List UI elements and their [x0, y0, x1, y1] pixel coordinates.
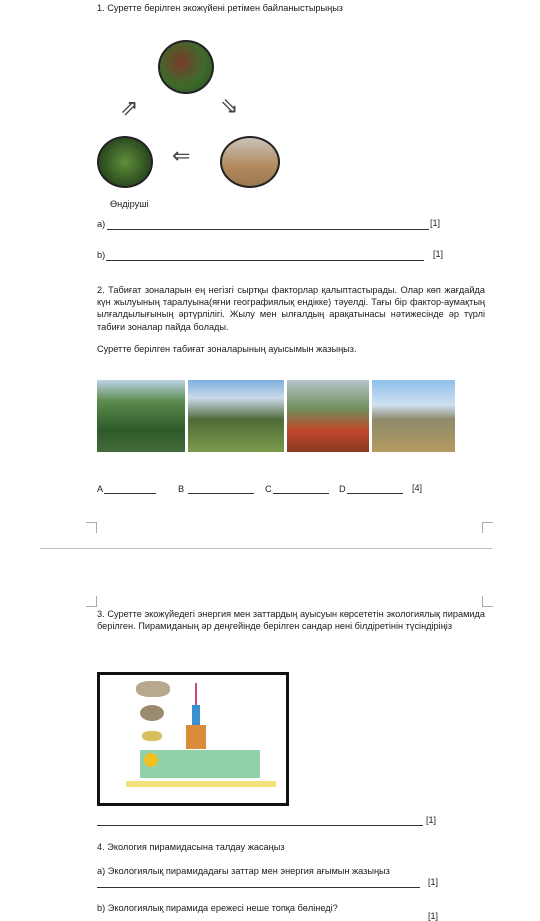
q1-a-label: a) — [97, 219, 106, 229]
q2-answer-b-line[interactable] — [188, 484, 254, 494]
q4-b-mark: [1] — [428, 911, 439, 921]
q2-mark: [4] — [412, 483, 423, 493]
pyramid-base-bar — [126, 781, 276, 787]
q1-a-answer-line[interactable] — [107, 220, 429, 230]
page-corner-bottom-left — [86, 596, 97, 607]
q3-paragraph: 3. Суретте экожүйедегі энергия мен заттардың ауысуын көрсететін экологиялық пирамида берілген. Пирамиданың әр деңгейінде берілген сандар нені білдіретінін түсіндіріңіз — [97, 609, 485, 632]
q1-b-answer-line[interactable] — [106, 251, 424, 261]
ecological-pyramid-image — [97, 672, 289, 806]
semi-desert-image — [372, 380, 455, 452]
flower-icon — [144, 753, 158, 767]
rodent-icon — [140, 705, 164, 721]
mountain-forest-image — [188, 380, 284, 452]
q2-answer-d-line[interactable] — [347, 484, 403, 494]
arrow-down-right-icon: ⇘ — [220, 94, 239, 119]
q1-a-mark: [1] — [430, 218, 441, 228]
q4-title: 4. Экология пирамидасына талдау жасаңыз — [97, 842, 285, 852]
q3-answer-line[interactable] — [97, 816, 423, 826]
q4-a-answer-line[interactable] — [97, 878, 420, 888]
page-corner-bottom-right — [482, 596, 493, 607]
q2-task: Суретте берілген табиғат зоналарының ауысымын жазыңыз. — [97, 344, 357, 354]
q2-answer-d-label: D — [339, 484, 346, 494]
forest-zone-image — [97, 380, 185, 452]
pyramid-tertiary-consumers-level — [195, 683, 197, 705]
q4-a-text: a) Экологиялық пирамидадағы заттар мен энергия ағымын жазыңыз — [97, 866, 390, 876]
pyramid-secondary-consumers-level — [192, 705, 200, 725]
q2-answer-a-label: A — [97, 484, 104, 494]
producer-label: Өндіруші — [110, 199, 149, 209]
q1-title: 1. Суретте берілген экожүйені ретімен байланыстырыңыз — [97, 3, 344, 13]
camel-image — [220, 136, 280, 188]
q3-mark: [1] — [426, 815, 437, 825]
arrow-up-right-icon: ⇗ — [120, 96, 139, 121]
q1-b-mark: [1] — [433, 249, 444, 259]
q2-answer-c-line[interactable] — [273, 484, 329, 494]
q2-answer-a-line[interactable] — [104, 484, 156, 494]
q1-b-label: b) — [97, 250, 106, 260]
q2-answer-b-label: B — [178, 484, 185, 494]
page-corner-top-right — [482, 522, 493, 533]
q2-answer-c-label: C — [265, 484, 272, 494]
grasshopper-icon — [142, 731, 162, 741]
steppe-flowers-image — [287, 380, 369, 452]
q2-paragraph: 2. Табиғат зоналарын ең негізгі сыртқы факторлар қалыптастырады. Олар көп жағдайда күн жылуының таралуына(яғни географиялық ендікке) тәуелді. Тағы бір фактор-аумақтың ылғалдылығының әртүрлілігі. Жылу мен ылғалдың арақатынасы нәтижесінде әр түрлі табиғи зоналар пайда болады. — [97, 285, 485, 332]
frog-image — [97, 136, 153, 188]
page-separator — [40, 548, 492, 549]
q4-a-mark: [1] — [428, 877, 439, 887]
q4-b-text: b) Экологиялық пирамида ережесі неше топқа бөлінеді? — [97, 903, 338, 913]
plant-image — [158, 40, 214, 94]
pyramid-primary-consumers-level — [186, 725, 206, 749]
page-corner-top-left — [86, 522, 97, 533]
arrow-left-icon: ⇐ — [172, 144, 191, 169]
pyramid-producers-level — [140, 750, 260, 778]
snake-icon — [136, 681, 170, 697]
